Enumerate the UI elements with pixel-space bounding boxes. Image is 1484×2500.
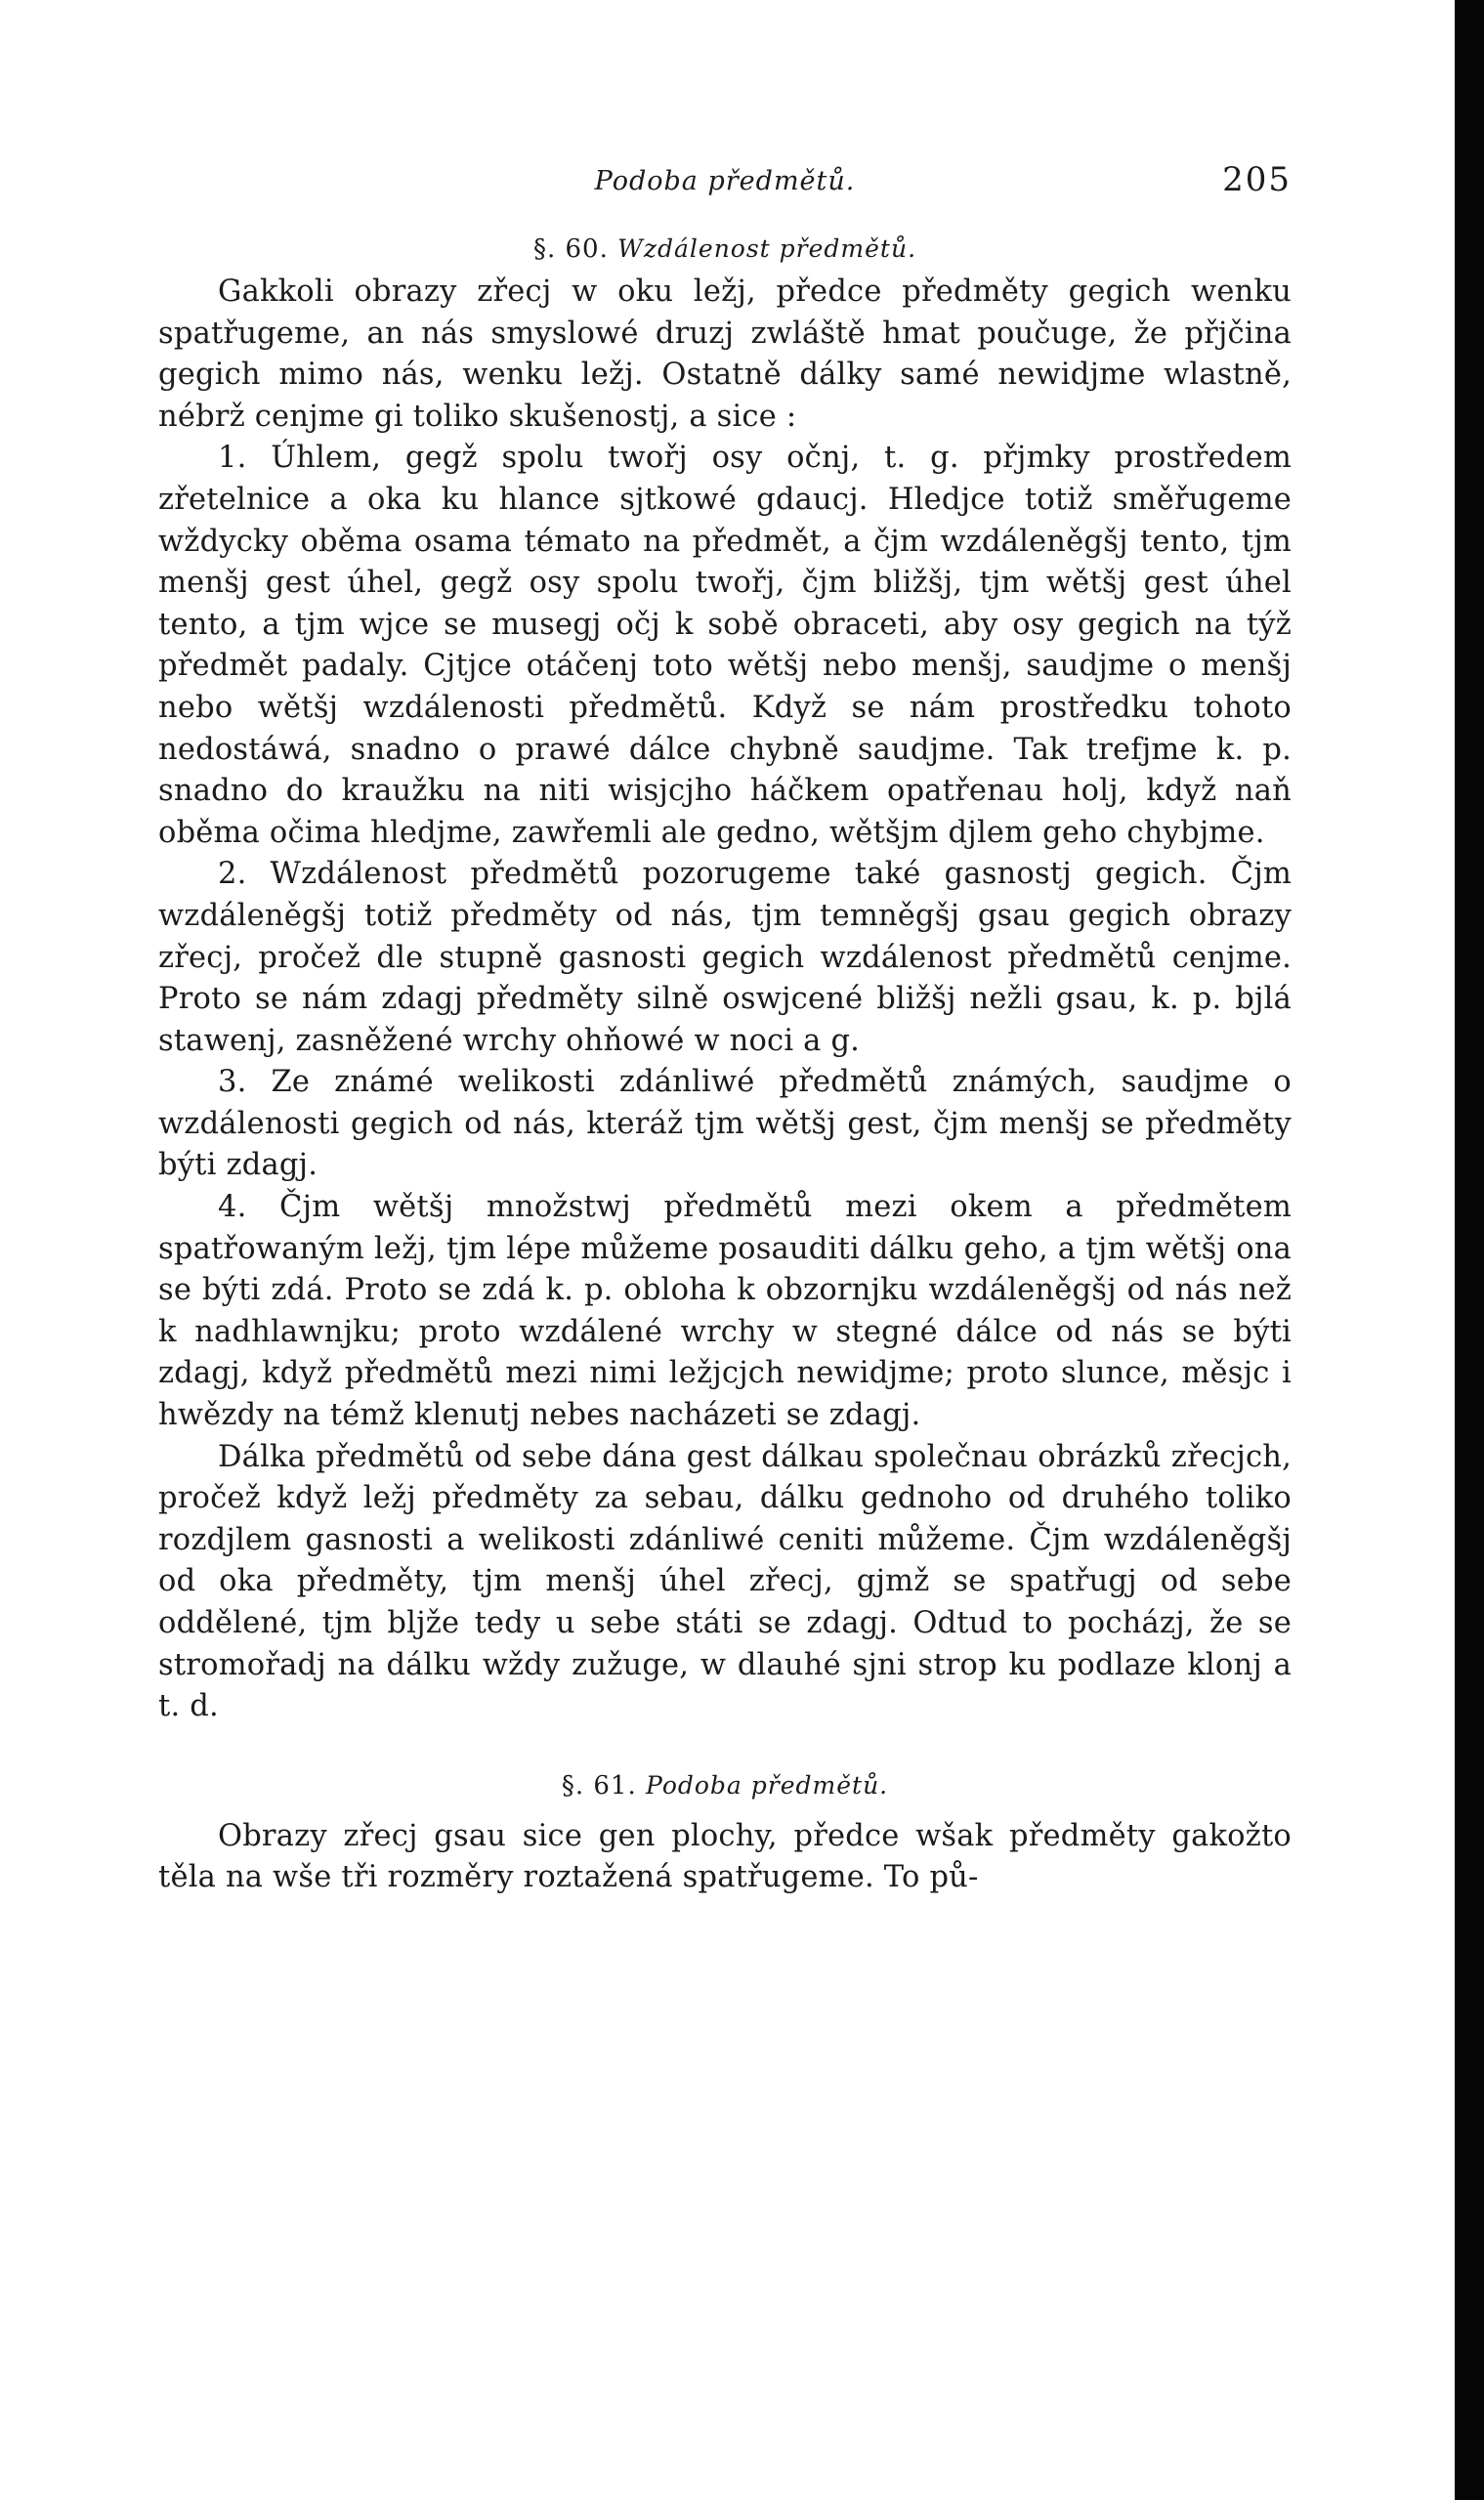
scan-edge-bar xyxy=(1455,0,1484,2500)
section-title: Wzdálenost předmětů. xyxy=(617,234,917,263)
running-title: Podoba předmětů. xyxy=(594,166,856,196)
paragraph: 4. Čjm wětšj množstwj předmětů mezi okem a předmětem spatřowaným ležj, tjm lépe můžeme posauditi dálku geho, a tjm wětšj ona se býti zdá. Proto se zdá k. p. obloha k obzornjku wzdáleněgšj od nás než k nadhlawnjku; proto wzdálené wrchy w stegné dálce od nás se býti zdagj, když předmětů mezi nimi ležjcjch newidjme; proto slunce, měsjc i hwězdy na témž klenutj nebes nacházeti se zdagj. xyxy=(158,1190,1292,1433)
page-number: 205 xyxy=(1222,160,1292,199)
paragraph: Gakkoli obrazy zřecj w oku ležj, předce předměty gegich wenku spatřugeme, an nás smyslowé druzj zwláště hmat poučuge, že přjčina gegich mimo nás, wenku ležj. Ostatně dálky samé newidjme wlastně, nébrž cenjme gi toliko skušenostj, a sice : xyxy=(158,275,1292,434)
paragraph: 2. Wzdálenost předmětů pozorugeme také gasnostj gegich. Čjm wzdáleněgšj totiž předměty od nás, tjm temněgšj gsau gegich obrazy zřecj, pročež dle stupně gasnosti gegich wzdálenost předmětů cenjme. Proto se nám zdagj předměty silně oswjcené bližšj nežli gsau, k. p. bjlá stawenj, zasněžené wrchy ohňowé w noci a g. xyxy=(158,857,1292,1058)
section-number: §. 61. xyxy=(561,1770,637,1801)
section-60-heading xyxy=(158,234,1292,264)
section-number: §. 60. xyxy=(532,234,609,264)
section-title: Podoba předmětů. xyxy=(646,1770,889,1800)
paragraph: 3. Ze známé welikosti zdánliwé předmětů známých, saudjme o wzdálenosti gegich od nás, kteráž tjm wětšj gest, čjm menšj se předměty býti zdagj. xyxy=(158,1065,1292,1183)
paragraph: Dálka předmětů od sebe dána gest dálkau společnau obrázků zřecjch, pročež když ležj předměty za sebau, dálku gednoho od druhého toliko rozdjlem gasnosti a welikosti zdánliwé ceniti můžeme. Čjm wzdáleněgšj od oka předměty, tjm menšj úhel zřecj, gjmž se spatřugj od sebe oddělené, tjm bljže tedy u sebe státi se zdagj. Odtud to pocházj, že se stromořadj na dálku wždy zužuge, w dlauhé sjni strop ku podlaze klonj a t. d. xyxy=(158,1439,1292,1724)
running-head xyxy=(158,154,1292,213)
paragraph: Obrazy zřecj gsau sice gen plochy, předce wšak předměty gakožto těla na wše tři rozměry roztažená spatřugeme. To pů- xyxy=(158,1818,1292,1895)
paragraph: 1. Úhlem, gegž spolu twořj osy očnj, t. g. přjmky prostředem zřetelnice a oka ku hlance sjtkowé gdaucj. Hledjce totiž směřugeme wždycky oběma osama témato na předmět, a čjm wzdáleněgšj tento, tjm menšj gest úhel, gegž osy spolu twořj, čjm bližšj, tjm wětšj gest úhel tento, a tjm wjce se musegj očj k sobě obraceti, aby osy gegich na týž předmět padaly. Cjtjce otáčenj toto wětšj nebo menšj, saudjme o menšj nebo wětšj wzdálenosti předmětů. Když se nám prostředku tohoto nedostáwá, snadno o prawé dálce chybně saudjme. Tak trefjme k. p. snadno do kraužku na niti wisjcjho háčkem opatřenau holj, když naň oběma očima hledjme, zawřemli ale gedno, wětšjm djlem geho chybjme. xyxy=(158,441,1292,850)
book-page xyxy=(158,154,1292,1899)
section-61-heading xyxy=(158,1771,1292,1801)
